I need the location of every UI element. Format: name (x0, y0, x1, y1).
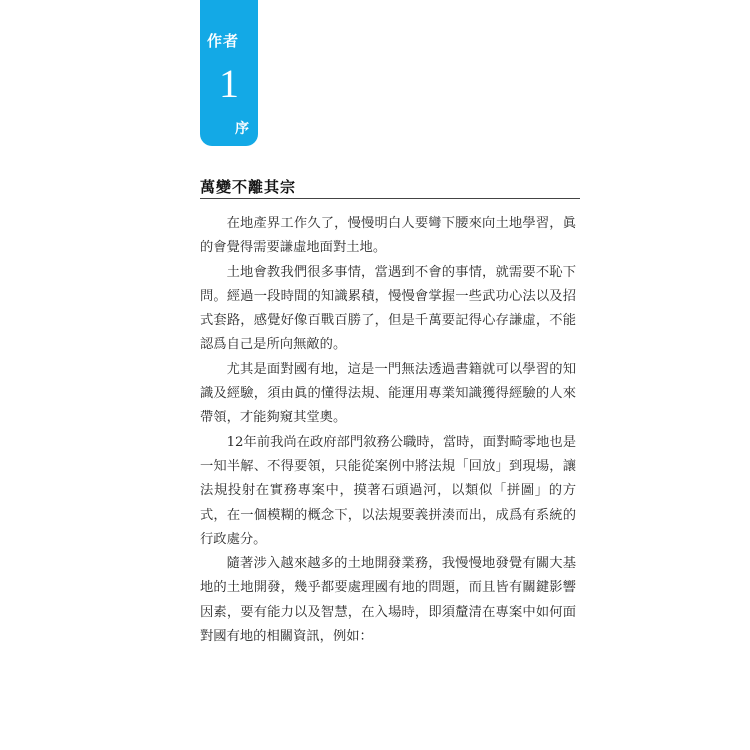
chapter-tab (200, 0, 258, 146)
paragraph: 尤其是面對國有地，這是一門無法透過書籍就可以學習的知識及經驗，須由眞的懂得法規、能運用專業知識獲得經驗的人來帶領，才能夠窺其堂奧。 (200, 361, 576, 426)
tab-preface-label: 序 (235, 121, 249, 137)
tab-number: 1 (219, 61, 239, 106)
title-underline (200, 198, 580, 199)
paragraph: 土地會教我們很多事情，當遇到不會的事情，就需要不恥下問。經過一段時間的知識累積，慢慢會掌握一些武功心法以及招式套路，感覺好像百戰百勝了，但是千萬要記得心存謙虛，不能認爲自己是所向無敵的。 (200, 264, 576, 353)
tab-author-label: 作者 (207, 32, 240, 50)
paragraph: 12年前我尚在政府部門敘務公職時，當時，面對畸零地也是一知半解、不得要領，只能從案例中將法規「回放」到現場，讓法規投射在實務專案中，摸著石頭過河，以類似「拼圖」的方式，在一個模糊的概念下，以法規要義拼湊而出，成爲有系統的行政處分。 (200, 434, 576, 547)
paragraph: 隨著涉入越來越多的土地開發業務，我慢慢地發覺有關大基地的土地開發，幾乎都要處理國有地的問題，而且皆有關鍵影響因素，要有能力以及智慧，在入場時，即須釐清在專案中如何面對國有地的相關資訊，例如： (200, 556, 576, 645)
body-text (200, 212, 576, 649)
section-title: 萬變不離其宗 (200, 178, 297, 196)
paragraph: 在地產界工作久了，慢慢明白人要彎下腰來向土地學習，眞的會覺得需要謙虛地面對土地。 (200, 216, 576, 256)
